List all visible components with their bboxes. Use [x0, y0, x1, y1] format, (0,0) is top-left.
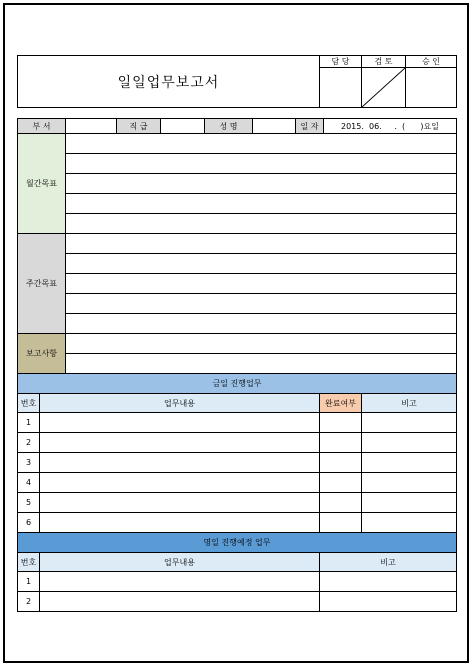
tomorrow-col-content: 업무내용: [40, 553, 320, 572]
weekly-goal-line[interactable]: [66, 274, 457, 294]
table-row: [18, 473, 457, 493]
table-row: [18, 513, 457, 533]
rank-label: 직 급: [117, 119, 161, 134]
task-note-cell[interactable]: [362, 453, 457, 473]
task-note-cell[interactable]: [320, 592, 457, 612]
weekly-goal-line[interactable]: [66, 314, 457, 334]
today-col-content: 업무내용: [40, 394, 320, 413]
task-done-cell[interactable]: [320, 513, 362, 533]
name-label: 성 명: [205, 119, 253, 134]
row-number: 1: [18, 572, 40, 592]
rank-field[interactable]: [161, 119, 205, 134]
row-number: 2: [18, 433, 40, 453]
approval-label-approve: 승 인: [406, 56, 457, 68]
task-content-cell[interactable]: [40, 592, 320, 612]
approval-sign-review[interactable]: [362, 68, 406, 108]
task-content-cell[interactable]: [40, 413, 320, 433]
today-col-done: 완료여부: [320, 394, 362, 413]
task-content-cell[interactable]: [40, 493, 320, 513]
date-field[interactable]: 2015. 06. . ( )요일: [324, 119, 457, 134]
approval-sign-approve[interactable]: [406, 68, 457, 108]
task-done-cell[interactable]: [320, 453, 362, 473]
row-number: 5: [18, 493, 40, 513]
report-items-line[interactable]: [66, 334, 457, 354]
tomorrow-tasks-table: [17, 532, 457, 612]
task-done-cell[interactable]: [320, 413, 362, 433]
tomorrow-col-no: 번호: [18, 553, 40, 572]
today-col-no: 번호: [18, 394, 40, 413]
tomorrow-section-title: 명일 진행예정 업무: [18, 533, 457, 553]
spacer: [17, 108, 456, 118]
table-row: [18, 592, 457, 612]
weekly-goal-line[interactable]: [66, 234, 457, 254]
table-row: [18, 572, 457, 592]
task-note-cell[interactable]: [362, 433, 457, 453]
today-tasks-table: [17, 373, 457, 533]
task-note-cell[interactable]: [362, 493, 457, 513]
task-content-cell[interactable]: [40, 433, 320, 453]
table-row: [18, 413, 457, 433]
task-content-cell[interactable]: [40, 473, 320, 493]
table-row: [18, 453, 457, 473]
monthly-goal-line[interactable]: [66, 134, 457, 154]
task-note-cell[interactable]: [362, 513, 457, 533]
info-table: [17, 118, 457, 134]
approval-sign-staff[interactable]: [320, 68, 362, 108]
table-row: [18, 493, 457, 513]
task-note-cell[interactable]: [362, 413, 457, 433]
today-col-note: 비고: [362, 394, 457, 413]
name-field[interactable]: [253, 119, 296, 134]
dept-label: 부 서: [18, 119, 66, 134]
task-done-cell[interactable]: [320, 473, 362, 493]
dept-field[interactable]: [66, 119, 117, 134]
daily-report-form: [17, 55, 456, 612]
page-title: 일일업무보고서: [18, 56, 320, 108]
date-label: 일 자: [296, 119, 324, 134]
task-done-cell[interactable]: [320, 493, 362, 513]
task-done-cell[interactable]: [320, 433, 362, 453]
today-section-title: 금일 진행업무: [18, 374, 457, 394]
header-table: [17, 55, 457, 108]
monthly-goal-line[interactable]: [66, 214, 457, 234]
weekly-goal-line[interactable]: [66, 294, 457, 314]
monthly-goal-label: 월간목표: [18, 134, 66, 234]
weekly-goal-label: 주간목표: [18, 234, 66, 334]
task-note-cell[interactable]: [320, 572, 457, 592]
row-number: 6: [18, 513, 40, 533]
approval-label-review: 검 토: [362, 56, 406, 68]
tomorrow-col-note: 비고: [320, 553, 457, 572]
report-items-label: 보고사항: [18, 334, 66, 374]
goals-table: [17, 133, 457, 374]
monthly-goal-line[interactable]: [66, 174, 457, 194]
row-number: 2: [18, 592, 40, 612]
task-content-cell[interactable]: [40, 453, 320, 473]
task-note-cell[interactable]: [362, 473, 457, 493]
approval-label-staff: 담 당: [320, 56, 362, 68]
report-items-line[interactable]: [66, 354, 457, 374]
task-content-cell[interactable]: [40, 572, 320, 592]
monthly-goal-line[interactable]: [66, 194, 457, 214]
row-number: 3: [18, 453, 40, 473]
table-row: [18, 433, 457, 453]
row-number: 4: [18, 473, 40, 493]
task-content-cell[interactable]: [40, 513, 320, 533]
monthly-goal-line[interactable]: [66, 154, 457, 174]
diagonal-slash-icon: [362, 68, 405, 107]
weekly-goal-line[interactable]: [66, 254, 457, 274]
row-number: 1: [18, 413, 40, 433]
